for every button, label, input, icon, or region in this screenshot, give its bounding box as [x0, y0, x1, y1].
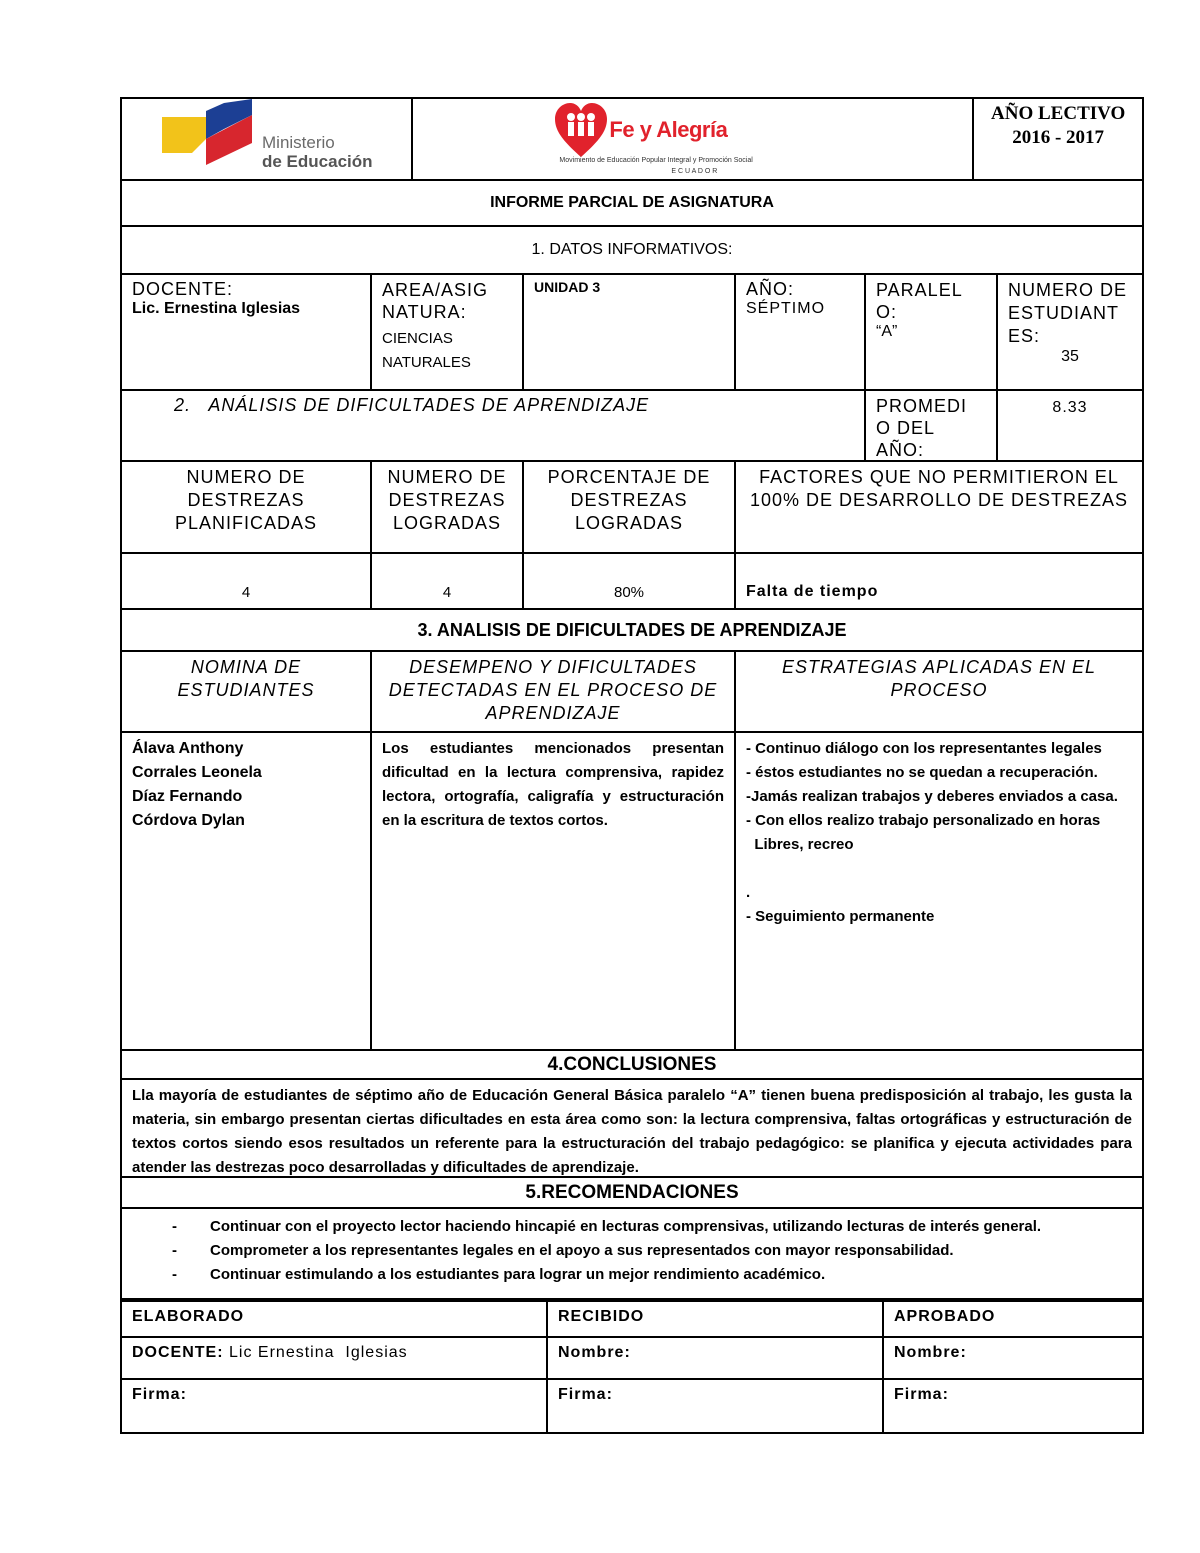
section4-title: 4.CONCLUSIONES: [547, 1053, 717, 1075]
strategies-cell: [736, 733, 1142, 1049]
info-row: [120, 275, 1144, 391]
area-label: AREA/ASIG NATURA:: [382, 280, 489, 322]
nombre-aprobado: Nombre:: [894, 1344, 967, 1361]
elaborado-label: ELABORADO: [122, 1302, 548, 1336]
student-name: Álava Anthony: [132, 740, 244, 757]
year-value: 2016 - 2017: [1012, 127, 1105, 148]
signature-firma-row: [120, 1380, 1144, 1434]
ministry-logo: [122, 99, 412, 179]
docente-value: Lic. Ernestina Iglesias: [132, 300, 301, 317]
recommendations-list: [132, 1215, 1132, 1287]
section5-title-row: [120, 1178, 1144, 1209]
docente-label: DOCENTE:: [132, 279, 234, 299]
section3-title-row: [120, 610, 1144, 652]
section2-header-row: [120, 462, 1144, 554]
header-planificadas: NUMERO DE DESTREZAS PLANIFICADAS: [122, 462, 372, 552]
ministry-logo-cell: [122, 99, 413, 179]
unidad-cell: [524, 275, 736, 389]
paralelo-label: PARALEL O:: [876, 280, 963, 322]
recibido-label: RECIBIDO: [548, 1302, 884, 1336]
section3-title: 3. ANALISIS DE DIFICULTADES DE APRENDIZAJE: [417, 619, 847, 640]
title-row: [120, 181, 1144, 227]
recommendation-item: - Continuar con el proyecto lector haciendo hincapié en lecturas comprensivas, utilizando lecturas de interés general.: [172, 1215, 1132, 1239]
header-factores: FACTORES QUE NO PERMITIERON EL 100% DE DESARROLLO DE DESTREZAS: [749, 467, 1129, 510]
recommendations-row: [120, 1209, 1144, 1300]
signature-name-row: [120, 1338, 1144, 1380]
header-estrategias: ESTRATEGIAS APLICADAS EN EL PROCESO: [781, 657, 1097, 700]
student-name: Díaz Fernando: [132, 788, 243, 805]
promedio-label-cell: [866, 391, 998, 460]
heart-icon: [555, 103, 607, 159]
section2-title-cell: [122, 391, 866, 460]
header-nomina: NOMINA DE ESTUDIANTES: [122, 652, 372, 731]
numero-cell: [998, 275, 1142, 389]
area-cell: [372, 275, 524, 389]
docente-sign-cell: [122, 1338, 548, 1378]
nombre-recibido: Nombre:: [548, 1338, 884, 1378]
signature-header-row: [120, 1300, 1144, 1338]
docente-cell: [122, 275, 372, 389]
promedio-label: PROMEDI O DEL AÑO:: [876, 396, 968, 460]
paralelo-cell: [866, 275, 998, 389]
section1-title-row: [120, 227, 1144, 275]
header-porcentaje: PORCENTAJE DE DESTREZAS LOGRADAS: [524, 462, 736, 552]
section2-title: 2. ANÁLISIS DE DIFICULTADES DE APRENDIZAJE: [174, 395, 650, 415]
header-row: [120, 97, 1144, 181]
strategy-item: - éstos estudiantes no se quedan a recuperación.: [746, 764, 1098, 781]
header-desempeno: DESEMPENO Y DIFICULTADES DETECTADAS EN EL PROCESO DE APRENDIZAJE: [372, 652, 736, 731]
value-factores: Falta de tiempo: [746, 583, 879, 600]
recommendation-item: - Comprometer a los representantes legales en el apoyo a sus representados con mayor responsabilidad.: [172, 1239, 1132, 1263]
firma-elaborado: Firma:: [122, 1380, 548, 1432]
section2-title-row: [120, 391, 1144, 462]
strategy-item: -Jamás realizan trabajos y deberes enviados a casa.: [746, 788, 1118, 805]
section5-title: 5.RECOMENDACIONES: [525, 1181, 739, 1203]
strategy-item: - Seguimiento permanente: [746, 908, 935, 925]
school-year-cell: [974, 99, 1142, 179]
report-form: [120, 97, 1144, 1434]
strategy-item: Libres, recreo: [746, 836, 854, 853]
year-label: AÑO LECTIVO: [991, 103, 1126, 124]
report-title: INFORME PARCIAL DE ASIGNATURA: [490, 194, 774, 211]
conclusions-text: Lla mayoría de estudiantes de séptimo año de Educación General Básica paralelo “A” tienen buena predisposición al trabajo, les gusta la materia, sin embargo presentan ciertas dificultades en esta área como son: la lectura comprensiva, faltas ortográficas y estructuración de textos cortos siendo esos resultados un referente para la estructuración del trabajo pedagógico: se planifica y ejecuta actividades para atender las destrezas poco desarrolladas y dificultades de aprendizaje.: [132, 1087, 1132, 1176]
firma-aprobado: Firma:: [894, 1386, 949, 1403]
ano-label: AÑO:: [746, 279, 795, 299]
firma-recibido: Firma:: [548, 1380, 884, 1432]
ano-value: SÉPTIMO: [746, 300, 826, 317]
students-cell: [122, 733, 372, 1049]
strategy-item: - Continuo diálogo con los representantes legales: [746, 740, 1102, 757]
section4-title-row: [120, 1051, 1144, 1080]
strategy-item: - Con ellos realizo trabajo personalizado en horas: [746, 812, 1101, 829]
strategy-item: .: [746, 884, 751, 901]
header-logradas: NUMERO DE DESTREZAS LOGRADAS: [372, 462, 524, 552]
fya-name: Fe y Alegría: [609, 117, 728, 142]
paralelo-value: “A”: [876, 323, 898, 340]
value-logradas: 4: [372, 554, 524, 608]
fya-logo: [413, 99, 973, 179]
recommendation-item: - Continuar estimulando a los estudiantes para lograr un mejor rendimiento académico.: [172, 1263, 1132, 1287]
promedio-value: 8.33: [1052, 399, 1088, 416]
section3-header-row: [120, 652, 1144, 733]
ministry-line2: de Educación: [262, 152, 373, 171]
numero-value: 35: [1061, 348, 1079, 365]
aprobado-label: APROBADO: [894, 1308, 996, 1325]
ministry-flag-icon: [162, 99, 252, 171]
recommendations-cell: [122, 1209, 1142, 1298]
ano-cell: [736, 275, 866, 389]
unidad-label: UNIDAD 3: [534, 279, 601, 295]
ministry-line1: Ministerio: [262, 133, 335, 152]
section1-title: 1. DATOS INFORMATIVOS:: [531, 241, 733, 258]
fya-tagline: Movimiento de Educación Popular Integral y Promoción Social: [559, 157, 753, 164]
value-planificadas: 4: [122, 554, 372, 608]
student-name: Córdova Dylan: [132, 812, 245, 829]
section2-values-row: [120, 554, 1144, 610]
difficulties-text: Los estudiantes mencionados presentan dificultad en la lectura comprensiva, rapidez lectora, ortografía, caligrafía y estructuración en la escritura de textos cortos.: [372, 733, 736, 1049]
docente-sign-value: Lic Ernestina Iglesias: [229, 1344, 408, 1361]
section3-body-row: [120, 733, 1144, 1051]
promedio-value-cell: [998, 391, 1142, 460]
fya-logo-cell: [413, 99, 974, 179]
conclusions-row: [120, 1080, 1144, 1178]
docente-sign-label: DOCENTE:: [132, 1344, 224, 1361]
numero-label: NUMERO DE ESTUDIANT ES:: [1008, 280, 1128, 346]
fya-country: E C U A D O R: [671, 168, 718, 175]
area-value: CIENCIAS NATURALES: [382, 330, 471, 371]
value-porcentaje: 80%: [524, 554, 736, 608]
student-name: Corrales Leonela: [132, 764, 262, 781]
